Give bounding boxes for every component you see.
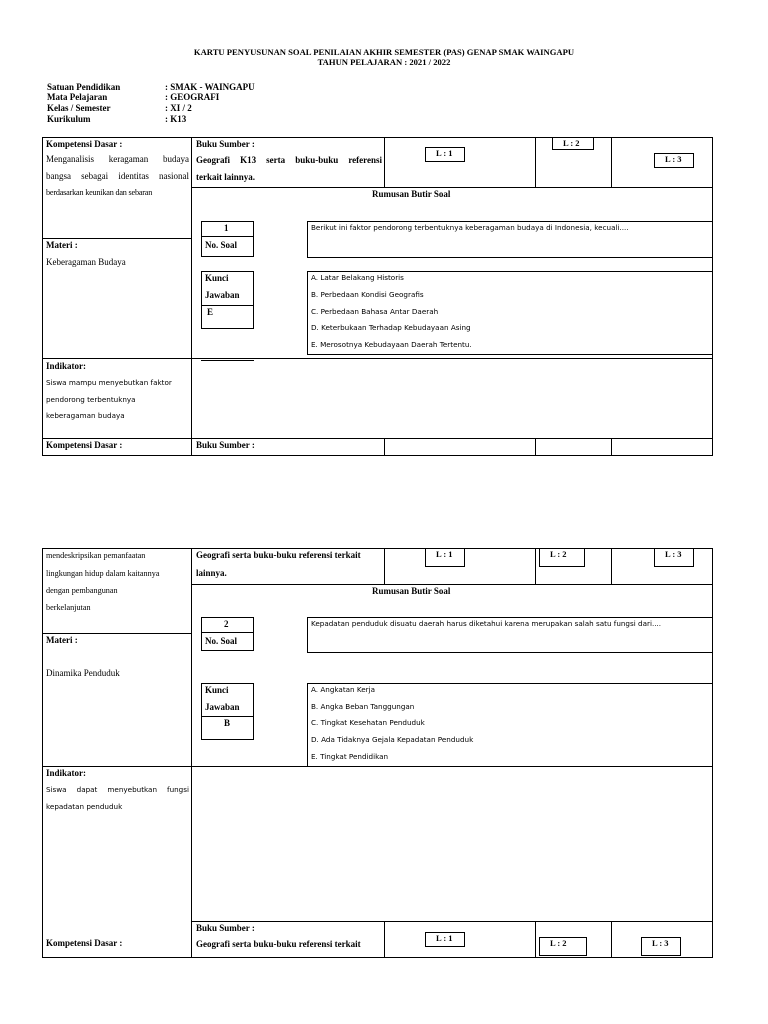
option-c: C. Perbedaan Bahasa Antar Daerah (311, 307, 439, 316)
buku-text: lainnya. (196, 568, 227, 578)
kunci-label: Jawaban (205, 290, 240, 300)
question-text: Berikut ini faktor pendorong terbentuknya keberagaman budaya di Indonesia, kecuali.... (311, 223, 629, 232)
question-text: Kepadatan penduduk disuatu daerah harus diketahui karena merupakan salah satu fungsi dari.... (311, 619, 662, 628)
buku-text: Geografi serta buku-buku referensi terkait (196, 939, 361, 949)
level-box-1 (425, 548, 465, 567)
kunci-label: Jawaban (205, 702, 240, 712)
kd-label: Kompetensi Dasar : (46, 139, 123, 149)
indikator-text: Siswa mampu menyebutkan faktor (46, 378, 172, 387)
materi-label: Materi : (46, 240, 78, 250)
option-d: D. Keterbukaan Terhadap Kebudayaan Asing (311, 323, 471, 332)
rumusan-heading: Rumusan Butir Soal (372, 189, 451, 199)
row-divider (42, 633, 191, 634)
materi-text: Dinamika Penduduk (46, 668, 120, 678)
indikator-text: kepadatan penduduk (46, 802, 123, 811)
kd-text: lingkungan hidup dalam kaitannya (46, 569, 160, 578)
info-label: Kurikulum (47, 114, 91, 124)
option-a: A. Angkatan Kerja (311, 685, 376, 694)
buku-text: terkait lainnya. (196, 172, 256, 182)
level-label: L : 3 (665, 549, 682, 559)
buku-text: Geografi serta buku-buku referensi terkait (196, 550, 361, 560)
row-divider (42, 358, 713, 359)
buku-label: Buku Sumber : (196, 440, 255, 450)
buku-label: Buku Sumber : (196, 923, 255, 933)
row-divider (201, 716, 254, 717)
level-label: L : 2 (563, 138, 580, 148)
column-divider (384, 921, 385, 958)
indikator-text: pendorong terbentuknya (46, 395, 136, 404)
buku-label: Buku Sumber : (196, 139, 255, 149)
level-box-1 (425, 147, 465, 162)
row-divider (191, 921, 713, 922)
level-box-3 (641, 937, 681, 956)
level-label: L : 2 (550, 938, 567, 948)
column-divider (535, 548, 536, 584)
level-box-2 (539, 937, 587, 956)
option-e: E. Merosotnya Kebudayaan Daerah Tertentu. (311, 340, 472, 349)
level-box-3 (654, 153, 694, 168)
kd-text: mendeskripsikan pemanfaatan (46, 551, 146, 560)
option-c: C. Tingkat Kesehatan Penduduk (311, 718, 425, 727)
divider (201, 360, 254, 361)
kd-label: Kompetensi Dasar : (46, 938, 123, 948)
indikator-text: Siswa dapat menyebutkan fungsi (46, 785, 189, 794)
level-box-2 (539, 548, 585, 567)
level-label: L : 1 (436, 549, 453, 559)
kd-label: Kompetensi Dasar : (46, 440, 123, 450)
kd-text: dengan pembangunan (46, 586, 118, 595)
no-soal-label: No. Soal (205, 240, 238, 250)
kunci-label: Kunci (205, 685, 229, 695)
column-divider (384, 438, 385, 456)
row-divider (201, 236, 254, 237)
column-divider (535, 921, 536, 958)
level-label: L : 2 (550, 549, 567, 559)
level-label: L : 1 (436, 148, 453, 158)
materi-label: Materi : (46, 635, 78, 645)
option-e: E. Tingkat Pendidikan (311, 752, 389, 761)
column-divider (535, 438, 536, 456)
option-b: B. Perbedaan Kondisi Geografis (311, 290, 424, 299)
level-label: L : 3 (652, 938, 669, 948)
info-label: Satuan Pendidikan (47, 82, 121, 92)
kd-text: berdasarkan keunikan dan sebaran (46, 188, 153, 197)
info-value: : XI / 2 (165, 103, 192, 113)
kd-text: berkelanjutan (46, 603, 91, 612)
option-d: D. Ada Tidaknya Gejala Kepadatan Penduduk (311, 735, 474, 744)
row-divider (201, 632, 254, 633)
question-number: 1 (224, 223, 229, 233)
row-divider (191, 187, 713, 188)
answer-key: B (224, 718, 231, 728)
option-b: B. Angka Beban Tanggungan (311, 702, 415, 711)
column-divider (611, 921, 612, 958)
level-label: L : 3 (665, 154, 682, 164)
level-box-3 (654, 548, 694, 567)
document-title: KARTU PENYUSUNAN SOAL PENILAIAN AKHIR SEMESTER (PAS) GENAP SMAK WAINGAPU (193, 47, 575, 57)
level-box-2 (552, 137, 594, 150)
info-value: : SMAK - WAINGAPU (165, 82, 255, 92)
column-divider (191, 548, 192, 958)
column-divider (611, 548, 612, 584)
indikator-label: Indikator: (46, 361, 87, 371)
option-a: A. Latar Belakang Historis (311, 273, 404, 282)
column-divider (611, 438, 612, 456)
kd-text: Menganalisis keragaman budaya (46, 154, 189, 164)
answer-key: E (207, 307, 214, 317)
column-divider (384, 137, 385, 187)
materi-text: Keberagaman Budaya (46, 257, 126, 267)
document-subtitle: TAHUN PELAJARAN : 2021 / 2022 (317, 57, 451, 67)
level-box-1 (425, 932, 465, 947)
row-divider (201, 305, 254, 306)
column-divider (191, 137, 192, 456)
indikator-text: keberagaman budaya (46, 411, 125, 420)
indikator-label: Indikator: (46, 768, 87, 778)
kd-text: bangsa sebagai identitas nasional (46, 171, 189, 181)
info-value: : GEOGRAFI (165, 92, 220, 102)
column-divider (384, 548, 385, 584)
column-divider (611, 137, 612, 187)
rumusan-heading: Rumusan Butir Soal (372, 586, 451, 596)
row-divider (191, 584, 713, 585)
info-label: Mata Pelajaran (47, 92, 108, 102)
info-value: : K13 (165, 114, 187, 124)
row-divider (42, 238, 191, 239)
no-soal-label: No. Soal (205, 636, 238, 646)
column-divider (535, 137, 536, 187)
row-divider (42, 438, 713, 439)
info-label: Kelas / Semester (47, 103, 111, 113)
question-number: 2 (224, 619, 229, 629)
kunci-label: Kunci (205, 273, 229, 283)
buku-text: Geografi K13 serta buku-buku referensi (196, 155, 382, 165)
level-label: L : 1 (436, 933, 453, 943)
